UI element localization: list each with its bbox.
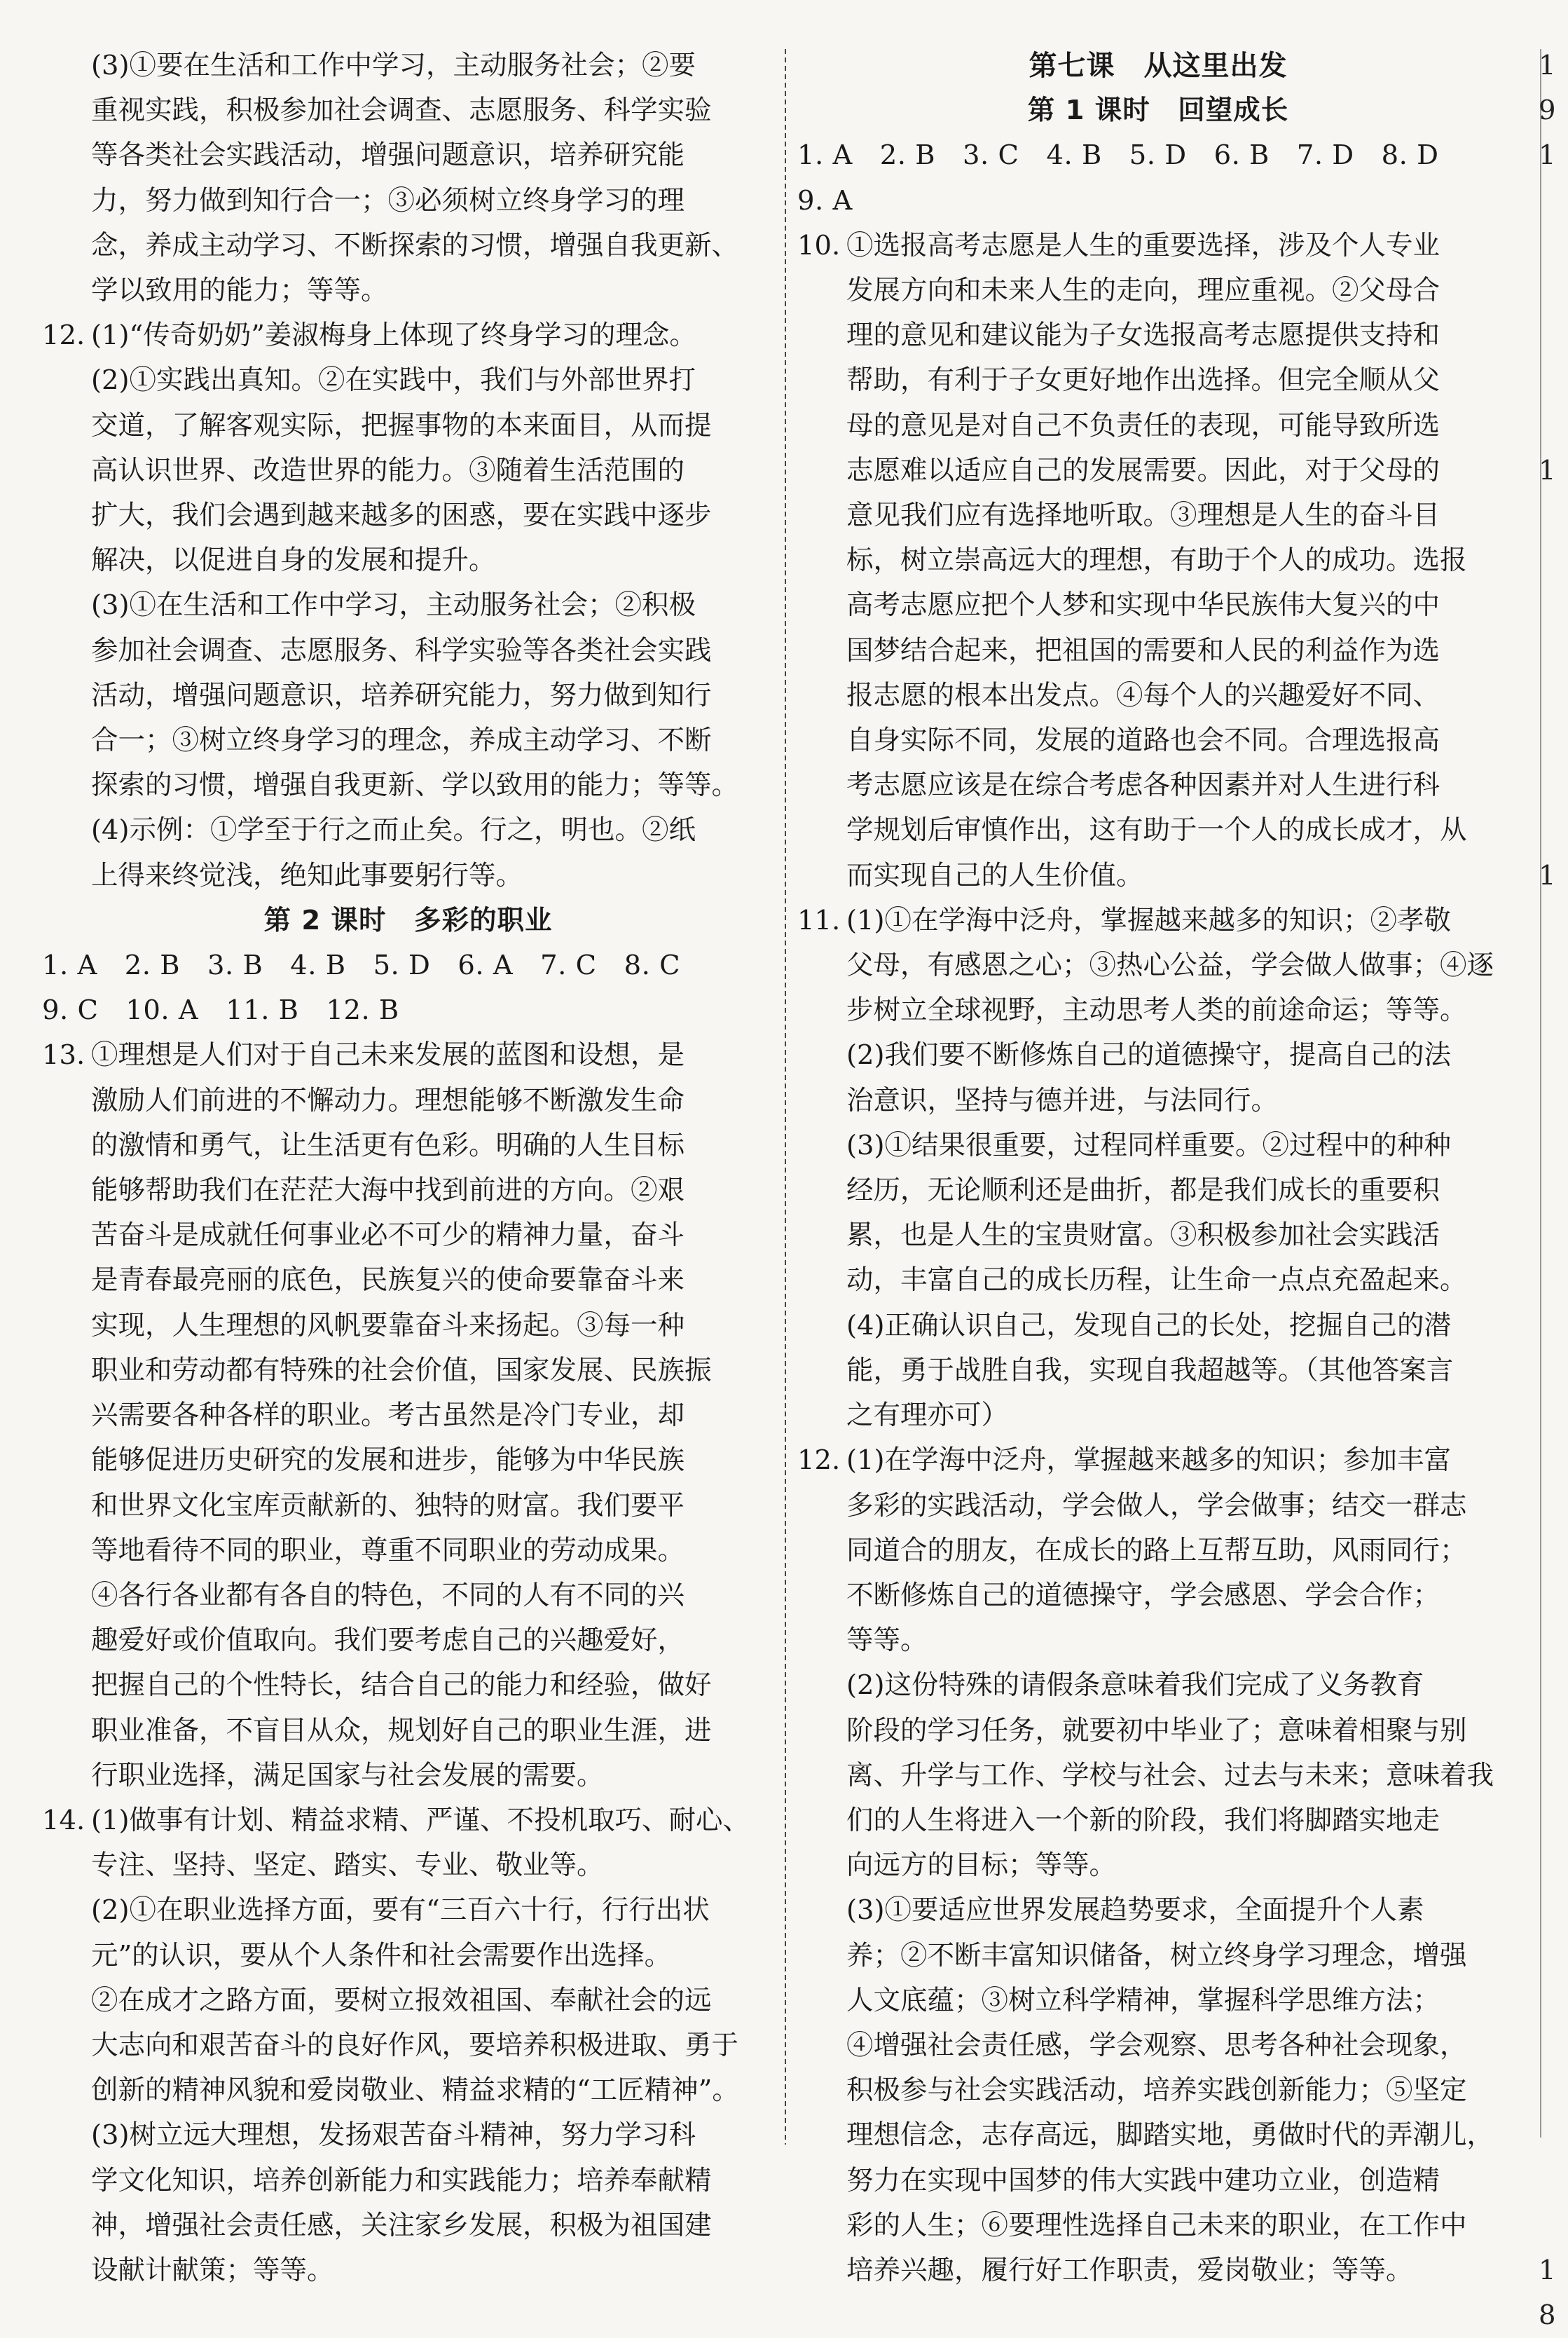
question-number: 12. xyxy=(42,320,85,352)
line-text: 的激情和勇气，让生活更有色彩。明确的人生目标 xyxy=(91,1129,685,1161)
line-text: 职业和劳动都有特殊的社会价值，国家发展、民族振 xyxy=(91,1354,712,1386)
question-number: 11. xyxy=(797,904,841,936)
line-text: 活动，增强问题意识，培养研究能力，努力做到知行 xyxy=(91,679,712,711)
edge-fragment xyxy=(1539,313,1567,358)
text-line xyxy=(91,2248,774,2293)
line-text: (2)这份特殊的请假条意味着我们完成了义务教育 xyxy=(846,1669,1424,1702)
edge-fragment: 1 xyxy=(1539,2254,1556,2286)
text-line xyxy=(846,1123,1519,1168)
line-text: (1)“传奇奶奶”姜淑梅身上体现了终身学习的理念。 xyxy=(91,320,696,352)
text-line xyxy=(797,224,1519,268)
lesson1-title: 第 1 课时 回望成长 xyxy=(1027,95,1289,127)
text-line xyxy=(91,1529,774,1573)
text-line xyxy=(846,1888,1519,1933)
line-text: 实现，人生理想的风帆要靠奋斗来扬起。③每一种 xyxy=(91,1309,685,1341)
text-line xyxy=(846,1798,1519,1843)
text-line xyxy=(91,1258,774,1303)
text-line xyxy=(91,1663,774,1708)
text-line xyxy=(91,1843,774,1888)
line-text: 学以致用的能力；等等。 xyxy=(91,275,388,307)
text-line xyxy=(846,2203,1519,2248)
line-text: 能够帮助我们在茫茫大海中找到前进的方向。②艰 xyxy=(91,1175,685,1207)
edge-fragment xyxy=(1539,1663,1567,1708)
text-line xyxy=(91,2023,774,2068)
line-text: 培养兴趣，履行好工作职责，爱岗敬业；等等。 xyxy=(846,2254,1413,2286)
line-text: 学文化知识，培养创新能力和实践能力；培养奉献精 xyxy=(91,2164,712,2196)
line-text: 等等。 xyxy=(846,1625,928,1657)
line-text: 苦奋斗是成就任何事业必不可少的精神力量，奋斗 xyxy=(91,1219,685,1252)
edge-fragment xyxy=(1539,1123,1567,1168)
text-line xyxy=(42,1033,774,1078)
edge-fragment xyxy=(1539,1393,1567,1438)
column-divider xyxy=(785,49,786,2145)
text-line xyxy=(91,1754,774,1798)
line-text: (3)①要适应世界发展趋势要求，全面提升个人素 xyxy=(846,1894,1424,1927)
text-line xyxy=(846,2113,1519,2158)
text-line xyxy=(846,854,1519,898)
line-text: ①理想是人们对于自己未来发展的蓝图和设想，是 xyxy=(91,1039,685,1072)
line-text: 解决，以促进自身的发展和提升。 xyxy=(91,545,496,577)
text-line xyxy=(846,943,1519,988)
text-line xyxy=(846,2248,1519,2293)
text-line xyxy=(846,808,1519,853)
edge-fragment xyxy=(1539,1843,1567,1888)
line-text: 母的意见是对自己不负责任的表现，可能导致所选 xyxy=(846,409,1440,442)
line-text: 国梦结合起来，把祖国的需要和人民的利益作为选 xyxy=(846,634,1440,666)
text-line xyxy=(91,133,774,178)
text-line xyxy=(91,1438,774,1483)
line-text: 创新的精神风貌和爱岗敬业、精益求精的“工匠精神”。 xyxy=(91,2074,739,2107)
text-line xyxy=(846,1079,1519,1123)
line-text: ①选报高考志愿是人生的重要选择，涉及个人专业 xyxy=(846,229,1440,261)
multiple-choice-answers-right xyxy=(797,133,1519,223)
text-line xyxy=(91,224,774,268)
line-text: (3)①结果很重要，过程同样重要。②过程中的种种 xyxy=(846,1129,1452,1161)
text-line xyxy=(846,1033,1519,1078)
text-line xyxy=(846,2068,1519,2113)
line-text: 治意识，坚持与德并进，与法同行。 xyxy=(846,1084,1279,1116)
edge-fragment: 1 xyxy=(1539,50,1556,81)
text-line xyxy=(91,1978,774,2023)
text-line xyxy=(91,404,774,449)
line-text: 努力在实现中国梦的伟大实践中建功立业，创造精 xyxy=(846,2164,1440,2196)
line-text: (3)树立远大理想，发扬艰苦奋斗精神，努力学习科 xyxy=(91,2119,696,2152)
text-line xyxy=(846,1213,1519,1258)
edge-fragment xyxy=(1539,629,1567,674)
question-number: 10. xyxy=(797,229,841,261)
text-line xyxy=(846,493,1519,538)
answer-row: 1. A 2. B 3. B 4. B 5. D 6. A 7. C 8. C xyxy=(42,950,681,982)
text-line xyxy=(91,1888,774,1933)
line-text: 大志向和艰苦奋斗的良好作风，要培养积极进取、勇于 xyxy=(91,2029,739,2061)
text-line xyxy=(846,1258,1519,1303)
line-text: 职业准备，不盲目从众，规划好自己的职业生涯，进 xyxy=(91,1714,712,1746)
text-line xyxy=(846,1663,1519,1708)
next-page-fragments xyxy=(1539,43,1567,2338)
text-line xyxy=(846,1484,1519,1529)
line-text: 养；②不断丰富知识储备，树立终身学习理念，增强 xyxy=(846,1939,1467,1971)
line-text: (3)①在生活和工作中学习，主动服务社会；②积极 xyxy=(91,589,696,622)
edge-fragment xyxy=(1539,1529,1567,1573)
line-text: 不断修炼自己的道德操守，学会感恩、学会合作； xyxy=(846,1579,1440,1611)
line-text: 累，也是人生的宝贵财富。③积极参加社会实践活 xyxy=(846,1219,1440,1252)
line-text: 等地看待不同的职业，尊重不同职业的劳动成果。 xyxy=(91,1534,685,1566)
line-text: 设献计献策；等等。 xyxy=(91,2254,334,2286)
line-text: 学规划后审慎作出，这有助于一个人的成长成才，从 xyxy=(846,814,1467,847)
line-text: (4)正确认识自己，发现自己的长处，挖掘自己的潜 xyxy=(846,1309,1452,1341)
line-text: 探索的习惯，增强自我更新、学以致用的能力；等等。 xyxy=(91,770,739,802)
text-line xyxy=(91,854,774,898)
line-text: 动，丰富自己的成长历程，让生命一点点充盈起来。 xyxy=(846,1264,1467,1297)
line-text: ④增强社会责任感，学会观察、思考各种社会现象， xyxy=(846,2029,1467,2061)
line-text: 专注、坚持、坚定、踏实、专业、敬业等。 xyxy=(91,1850,604,1882)
text-line xyxy=(91,674,774,718)
text-line xyxy=(91,358,774,403)
text-line xyxy=(846,404,1519,449)
line-text: 把握自己的个性特长，结合自己的能力和经验，做好 xyxy=(91,1669,712,1702)
line-text: 考志愿应该是在综合考虑各种因素并对人生进行科 xyxy=(846,770,1440,802)
line-text: 帮助，有利于子女更好地作出选择。但完全顺从父 xyxy=(846,364,1440,397)
text-line xyxy=(846,1978,1519,2023)
q13-block xyxy=(42,1033,774,1798)
text-line xyxy=(797,1438,1519,1483)
q12-block xyxy=(42,313,774,898)
text-line xyxy=(846,1754,1519,1798)
text-line xyxy=(91,583,774,628)
line-text: 神，增强社会责任感，关注家乡发展，积极为祖国建 xyxy=(91,2209,712,2241)
line-text: (1)做事有计划、精益求精、严谨、不投机取巧、耐心、 xyxy=(91,1804,750,1836)
edge-fragment: 1 xyxy=(1539,454,1556,486)
edge-fragment xyxy=(1539,1484,1567,1529)
text-line xyxy=(91,1348,774,1393)
edge-fragment: 1 xyxy=(1539,859,1556,891)
text-line xyxy=(846,358,1519,403)
text-line xyxy=(846,1168,1519,1213)
line-text: 人文底蕴；③树立科学精神，掌握科学思维方法； xyxy=(846,1984,1440,2016)
edge-fragment xyxy=(1539,1348,1567,1393)
edge-fragment: 9 xyxy=(1539,95,1556,127)
edge-fragment xyxy=(1539,808,1567,853)
text-line xyxy=(797,898,1519,943)
text-line xyxy=(846,1618,1519,1663)
edge-fragment xyxy=(1539,583,1567,628)
text-line xyxy=(846,988,1519,1033)
edge-fragment xyxy=(1539,2068,1567,2113)
text-line xyxy=(91,1079,774,1123)
line-text: 步树立全球视野，主动思考人类的前途命运；等等。 xyxy=(846,994,1467,1027)
line-text: (2)我们要不断修炼自己的道德操守，提高自己的法 xyxy=(846,1039,1452,1072)
edge-fragment xyxy=(1539,943,1567,988)
text-line xyxy=(42,313,774,358)
multiple-choice-answers xyxy=(42,943,774,1033)
line-text: 离、升学与工作、学校与社会、过去与未来；意味着我 xyxy=(846,1759,1494,1791)
q10-block xyxy=(797,224,1519,898)
text-line xyxy=(91,1709,774,1754)
edge-fragment xyxy=(1539,538,1567,583)
line-text: 是青春最亮丽的底色，民族复兴的使命要靠奋斗来 xyxy=(91,1264,685,1297)
text-line xyxy=(846,1573,1519,1618)
line-text: 之有理亦可） xyxy=(846,1400,1009,1432)
text-line xyxy=(91,1484,774,1529)
line-text: 能，勇于战胜自我，实现自我超越等。（其他答案言 xyxy=(846,1354,1454,1386)
q11-part3 xyxy=(42,43,774,313)
line-text: (4)示例：①学至于行之而止矣。行之，明也。②纸 xyxy=(91,814,696,847)
text-line xyxy=(846,1709,1519,1754)
answer-row: 9. A xyxy=(797,184,853,217)
edge-fragment xyxy=(1539,1213,1567,1258)
text-line xyxy=(91,2113,774,2158)
text-line xyxy=(91,43,774,88)
line-text: 积极参与社会实践活动，培养实践创新能力；⑤坚定 xyxy=(846,2074,1467,2107)
edge-fragment xyxy=(1539,1573,1567,1618)
line-text: 力，努力做到知行合一；③必须树立终身学习的理 xyxy=(91,184,685,217)
text-line xyxy=(846,1348,1519,1393)
line-text: 和世界文化宝库贡献新的、独特的财富。我们要平 xyxy=(91,1489,685,1522)
q12-block-right xyxy=(797,1438,1519,2293)
line-text: (3)①要在生活和工作中学习，主动服务社会；②要 xyxy=(91,50,696,81)
text-line xyxy=(91,88,774,133)
text-line xyxy=(846,763,1519,808)
line-text: 们的人生将进入一个新的阶段，我们将脚踏实地走 xyxy=(846,1804,1440,1836)
edge-fragment xyxy=(1539,1754,1567,1798)
text-line xyxy=(91,808,774,853)
edge-fragment xyxy=(1539,1978,1567,2023)
line-text: 向远方的目标；等等。 xyxy=(846,1850,1117,1882)
edge-fragment xyxy=(1539,1618,1567,1663)
text-line xyxy=(846,2023,1519,2068)
text-line xyxy=(846,718,1519,763)
edge-fragment: 1 xyxy=(1539,139,1556,172)
edge-fragment xyxy=(1539,493,1567,538)
text-line xyxy=(91,2203,774,2248)
edge-fragment xyxy=(1539,2159,1567,2203)
edge-fragment xyxy=(1539,2023,1567,2068)
line-text: 父母，有感恩之心；③热心公益，学会做人做事；④逐 xyxy=(846,950,1494,982)
answer-row: 9. C 10. A 11. B 12. B xyxy=(42,994,399,1027)
text-line xyxy=(846,449,1519,493)
line-text: 理想信念，志存高远，脚踏实地，勇做时代的弄潮儿， xyxy=(846,2119,1494,2152)
line-text: 等各类社会实践活动，增强问题意识，培养研究能 xyxy=(91,139,685,172)
lesson7-title: 第七课 从这里出发 xyxy=(1029,50,1288,82)
line-text: 发展方向和未来人生的走向，理应重视。②父母合 xyxy=(846,275,1440,307)
line-text: (2)①在职业选择方面，要有“三百六十行，行行出状 xyxy=(91,1894,710,1927)
text-line xyxy=(91,1618,774,1663)
text-line xyxy=(91,2159,774,2203)
edge-fragment xyxy=(1539,224,1567,268)
edge-fragment: 8 xyxy=(1539,2299,1556,2332)
line-text: 同道合的朋友，在成长的路上互帮互助，风雨同行； xyxy=(846,1534,1467,1566)
text-line xyxy=(91,718,774,763)
text-line xyxy=(846,1393,1519,1438)
text-line xyxy=(91,1123,774,1168)
text-line xyxy=(91,2068,774,2113)
text-line xyxy=(91,538,774,583)
edge-fragment xyxy=(1539,2113,1567,2158)
edge-fragment xyxy=(1539,988,1567,1033)
edge-fragment xyxy=(1539,1304,1567,1348)
text-line xyxy=(846,1934,1519,1978)
q14-block xyxy=(42,1798,774,2293)
text-line xyxy=(846,583,1519,628)
line-text: 行职业选择，满足国家与社会发展的需要。 xyxy=(91,1759,604,1791)
line-text: 重视实践，积极参加社会调查、志愿服务、科学实验 xyxy=(91,95,712,127)
line-text: (2)①实践出真知。②在实践中，我们与外部世界打 xyxy=(91,364,696,397)
edge-fragment xyxy=(1539,1033,1567,1078)
line-text: 阶段的学习任务，就要初中毕业了；意味着相聚与别 xyxy=(846,1714,1467,1746)
edge-fragment xyxy=(1539,1438,1567,1483)
line-text: 多彩的实践活动，学会做人，学会做事；结交一群志 xyxy=(846,1489,1467,1522)
line-text: 激励人们前进的不懈动力。理想能够不断激发生命 xyxy=(91,1084,685,1116)
line-text: 报志愿的根本出发点。④每个人的兴趣爱好不同、 xyxy=(846,679,1440,711)
line-text: 念，养成主动学习、不断探索的习惯，增强自我更新、 xyxy=(91,229,739,261)
text-line xyxy=(91,1304,774,1348)
line-text: 趣爱好或价值取向。我们要考虑自己的兴趣爱好， xyxy=(91,1625,685,1657)
line-text: 而实现自己的人生价值。 xyxy=(846,859,1143,891)
edge-fragment xyxy=(1539,718,1567,763)
line-text: 标，树立崇高远大的理想，有助于个人的成功。选报 xyxy=(846,545,1467,577)
edge-fragment xyxy=(1539,898,1567,943)
line-text: (1)①在学海中泛舟，掌握越来越多的知识；②孝敬 xyxy=(846,904,1452,936)
edge-fragment xyxy=(1539,1079,1567,1123)
text-line xyxy=(91,268,774,313)
line-text: 自身实际不同，发展的道路也会不同。合理选报高 xyxy=(846,725,1440,757)
text-line xyxy=(846,2159,1519,2203)
right-column xyxy=(797,43,1519,2293)
line-text: ②在成才之路方面，要树立报效祖国、奉献社会的远 xyxy=(91,1984,712,2016)
edge-fragment xyxy=(1539,1258,1567,1303)
line-text: 彩的人生；⑥要理性选择自己未来的职业，在工作中 xyxy=(846,2209,1467,2241)
edge-fragment xyxy=(1539,179,1567,224)
edge-fragment xyxy=(1539,763,1567,808)
text-line xyxy=(91,1573,774,1618)
lesson2-title: 第 2 课时 多彩的职业 xyxy=(263,904,553,936)
question-number: 13. xyxy=(42,1039,85,1072)
line-text: 元”的认识，要从个人条件和社会需要作出选择。 xyxy=(91,1939,672,1971)
edge-fragment xyxy=(1539,1168,1567,1213)
line-text: (1)在学海中泛舟，掌握越来越多的知识；参加丰富 xyxy=(846,1444,1452,1477)
line-text: 理的意见和建议能为子女选报高考志愿提供支持和 xyxy=(846,320,1440,352)
text-line xyxy=(91,493,774,538)
line-text: 意见我们应有选择地听取。③理想是人生的奋斗目 xyxy=(846,500,1440,532)
edge-fragment xyxy=(1539,2203,1567,2248)
edge-fragment xyxy=(1539,268,1567,313)
edge-fragment xyxy=(1539,674,1567,718)
line-text: 志愿难以适应自己的发展需要。因此，对于父母的 xyxy=(846,454,1440,486)
line-text: 兴需要各种各样的职业。考古虽然是冷门专业，却 xyxy=(91,1400,685,1432)
text-line xyxy=(846,313,1519,358)
line-text: 能够促进历史研究的发展和进步，能够为中华民族 xyxy=(91,1444,685,1477)
line-text: 上得来终觉浅，绝知此事要躬行等。 xyxy=(91,859,523,891)
line-text: 高认识世界、改造世界的能力。③随着生活范围的 xyxy=(91,454,685,486)
text-line xyxy=(91,449,774,493)
text-line xyxy=(846,1529,1519,1573)
line-text: ④各行各业都有各自的特色，不同的人有不同的兴 xyxy=(91,1579,685,1611)
text-line xyxy=(846,1843,1519,1888)
text-line xyxy=(846,629,1519,674)
edge-fragment xyxy=(1539,1934,1567,1978)
edge-fragment xyxy=(1539,404,1567,449)
text-line xyxy=(91,1213,774,1258)
edge-fragment xyxy=(1539,358,1567,403)
q11-block xyxy=(797,898,1519,1438)
text-line xyxy=(846,1304,1519,1348)
text-line xyxy=(91,629,774,674)
text-line xyxy=(91,1934,774,1978)
text-line xyxy=(91,1393,774,1438)
left-column xyxy=(42,43,774,2293)
edge-fragment xyxy=(1539,1709,1567,1754)
edge-fragment xyxy=(1539,1798,1567,1843)
text-line xyxy=(91,179,774,224)
text-line xyxy=(846,538,1519,583)
text-line xyxy=(846,268,1519,313)
line-text: 合一；③树立终身学习的理念，养成主动学习、不断 xyxy=(91,725,712,757)
answer-row: 1. A 2. B 3. C 4. B 5. D 6. B 7. D 8. D xyxy=(797,139,1439,172)
text-line xyxy=(846,674,1519,718)
line-text: 经历，无论顺利还是曲折，都是我们成长的重要积 xyxy=(846,1175,1440,1207)
line-text: 扩大，我们会遇到越来越多的困惑，要在实践中逐步 xyxy=(91,500,712,532)
question-number: 14. xyxy=(42,1804,85,1836)
text-line xyxy=(91,763,774,808)
question-number: 12. xyxy=(797,1444,841,1477)
text-line xyxy=(42,1798,774,1843)
edge-fragment xyxy=(1539,1888,1567,1933)
line-text: 参加社会调查、志愿服务、科学实验等各类社会实践 xyxy=(91,634,712,666)
line-text: 高考志愿应把个人梦和实现中华民族伟大复兴的中 xyxy=(846,589,1440,622)
line-text: 交道，了解客观实际，把握事物的本来面目，从而提 xyxy=(91,409,712,442)
text-line xyxy=(91,1168,774,1213)
